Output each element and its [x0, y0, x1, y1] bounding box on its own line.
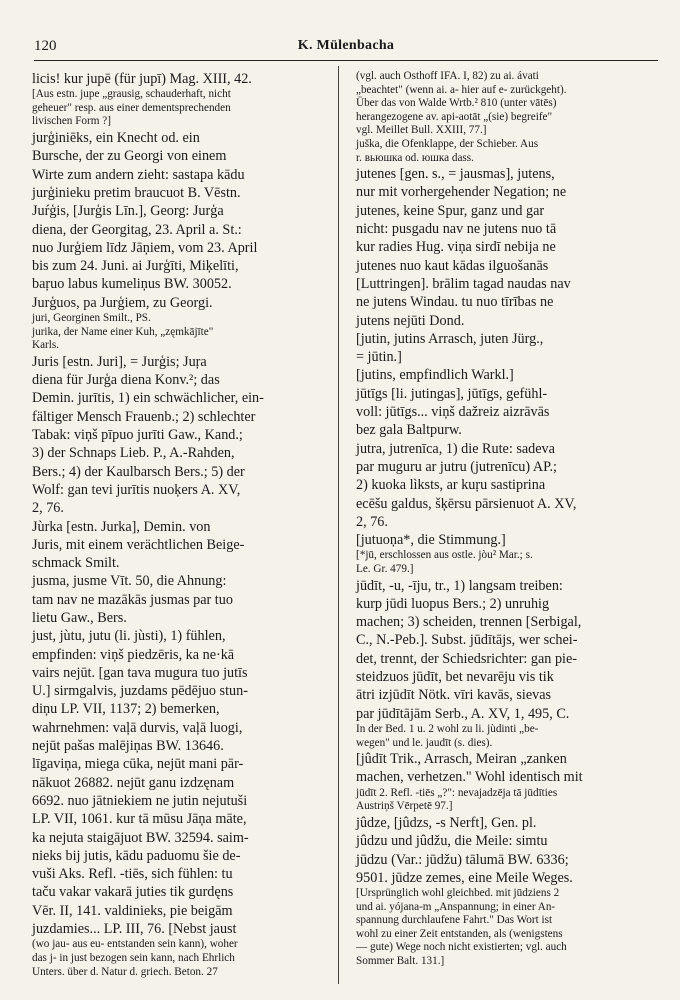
text-line: wahrnehmen: vaļā durvis, vaļā luogi,: [32, 719, 243, 736]
text-line: schmack Smilt.: [32, 555, 120, 572]
text-line: Bers.; 4) der Kaulbarsch Bers.; 5) der: [32, 463, 245, 480]
text-line: 3) der Schnaps Lieb. P., A.-Rahden,: [32, 445, 235, 462]
text-line: vgl. Meillet Bull. XXIII, 77.]: [356, 124, 487, 137]
text-line: jûdzu und jûdžu, die Meile: simtu: [356, 833, 548, 850]
text-line: kur radies Hug. viņa sirdī nebija ne: [356, 239, 556, 256]
text-line: Vēr. II, 141. valdinieks, pie beigām: [32, 902, 233, 919]
text-line: geheuer" resp. aus einer dementsprechenden: [32, 101, 231, 114]
text-line: jūtīgs [li. jutingas], jūtīgs, gefühl-: [356, 385, 548, 402]
text-line: LP. VII, 1061. kur tā mūsu Jāņa māte,: [32, 811, 247, 828]
text-line: līgaviņa, miega cūka, nejūt mani pār-: [32, 756, 244, 773]
text-line: machen, verhetzen." Wohl identisch mit: [356, 769, 583, 786]
text-line: juška, die Ofenklappe, der Schieber. Aus: [356, 137, 539, 150]
text-line: steidzuos jūdīt, bet nevarēju vis tik: [356, 669, 554, 686]
text-line: Über das von Walde Wrtb.² 810 (unter vātēs): [356, 97, 557, 110]
left-column: [32, 70, 332, 979]
text-line: Tabak: viņš pīpuo jurīti Gaw., Kand.;: [32, 427, 243, 444]
text-line: kurp jūdi luopus Bers.; 2) unruhig: [356, 595, 550, 612]
text-line: ecēšu galdus, šķērsu pārsienuot A. XV,: [356, 495, 577, 512]
text-line: bis zum 24. Juni. ai Jurģīti, Miķelīti,: [32, 258, 239, 275]
text-line: jurģiniēks, ein Knecht od. ein: [32, 130, 200, 147]
text-line: jutenes nuo kaut kādas ilguošanās: [356, 257, 549, 274]
text-line: just, jùtu, jutu (li. jùsti), 1) fühlen,: [32, 628, 226, 645]
text-line: bez gala Baltpurw.: [356, 422, 462, 439]
text-line: Karls.: [32, 339, 60, 352]
text-line: juri, Georginen Smilt., PS.: [32, 312, 151, 325]
text-line: [jutins, empfindlich Warkl.]: [356, 367, 514, 384]
text-line: vuši Aks. Refl. -tiēs, sich fühlen: tu: [32, 866, 233, 883]
text-line: das j- in just bezogen sein kann, nach Ehrlich: [32, 951, 235, 964]
text-line: Jùrka [estn. Jurka], Demin. von: [32, 518, 211, 535]
text-line: diņu LP. VII, 1137; 2) bemerken,: [32, 701, 220, 718]
text-line: fältiger Mensch Frauenb.; 2) schlechter: [32, 408, 256, 425]
text-line: Sommer Balt. 131.]: [356, 955, 445, 968]
text-line: nieks bij jutis, kādu paduomu šie de-: [32, 847, 241, 864]
text-line: tam nav ne mazākās jusmas par tuo: [32, 591, 233, 608]
text-line: licis! kur jupē (für jupī) Mag. XIII, 42.: [32, 71, 252, 87]
text-line: Le. Gr. 479.]: [356, 562, 414, 575]
text-line: livischen Form ?]: [32, 115, 111, 128]
text-line: [jutin, jutins Arrasch, juten Jürg.,: [356, 330, 544, 347]
text-line: voll: jūtīgs... viņš dažreiz aizrāvās: [356, 404, 550, 421]
text-line: nākuot 26882. nejūt ganu izdzęnam: [32, 774, 235, 791]
text-line: und ai. yójana-m „Anspannung; in einer An-: [356, 900, 556, 913]
text-line: 2) kuoka lìksts, ar kuŗu sastiprina: [356, 477, 546, 494]
text-line: jūdīt 2. Refl. -tiēs „?": nevajadzēja tā jūdīties: [356, 786, 558, 799]
text-line: 2, 76.: [356, 513, 388, 530]
text-line: [*jū, erschlossen aus ostle. jòu² Mar.; s.: [356, 549, 533, 562]
text-line: jūdzu (Var.: jūdžu) tālumā BW. 6336;: [356, 851, 569, 868]
text-line: [Ursprünglich wohl gleichbed. mit jūdziens 2: [356, 887, 560, 900]
text-line: diena, der Georgitag, 23. April a. St.:: [32, 221, 242, 238]
text-line: C., N.-Peb.]. Subst. jūdītājs, wer schei-: [356, 632, 578, 649]
text-line: herangezogene av. api-aotāt „(sie) begreife": [356, 110, 553, 123]
text-line: jurģinieku pretim braucuot B. Vēstn.: [32, 184, 241, 201]
text-line: Bursche, der zu Georgi von einem: [32, 148, 227, 165]
text-line: vairs nejūt. [gan tava mugura tuo jutīs: [32, 664, 248, 681]
text-line: Austriņš Vērpetē 97.]: [356, 800, 453, 813]
text-line: — gute) Wege noch nicht existierten; vgl. auch: [356, 941, 567, 954]
text-line: [jutuoņa*, die Stimmung.]: [356, 532, 506, 549]
text-line: 2, 76.: [32, 500, 64, 517]
text-line: jutenes, keine Spur, ganz und gar: [356, 202, 545, 219]
text-line: nejūt pašas malējiņas BW. 13646.: [32, 738, 224, 755]
text-line: (vgl. auch Osthoff IFA. I, 82) zu ai. ávati: [356, 70, 539, 82]
text-line: = jūtin.]: [356, 349, 402, 366]
text-line: In der Bed. 1 u. 2 wohl zu li. jùdinti „be-: [356, 722, 539, 735]
text-line: juzdamies... LP. III, 76. [Nebst jaust: [32, 921, 237, 938]
text-line: taču vakar vakarā juties tik gurdęns: [32, 884, 234, 901]
text-line: ne jutens Windau. tu nuo tīrības ne: [356, 294, 554, 311]
text-line: Wolf: gan tevi jurītis nuoķers A. XV,: [32, 481, 241, 498]
text-line: Juris, mit einem verächtlichen Beige-: [32, 536, 245, 553]
text-line: nur mit vorhergehender Negation; ne: [356, 184, 567, 201]
page-number: 120: [34, 38, 57, 54]
text-line: [jûdīt Trik., Arrasch, Meiran „zanken: [356, 751, 567, 768]
text-line: diena für Jurģa diena Konv.²; das: [32, 372, 220, 389]
right-column: [356, 70, 661, 969]
text-line: „beachtet" (wenn ai. a- hier auf e- zurückgeht).: [356, 83, 567, 96]
text-line: empfinden: viņš piedzēris, ka ne·kā: [32, 646, 235, 663]
text-line: Wirte zum andern zieht: sastapa kādu: [32, 166, 245, 183]
text-line: [Aus estn. jupe „grausig, schauderhaft, nicht: [32, 88, 231, 101]
text-line: U.] sirmgalvis, juzdams pēdējuo stun-: [32, 683, 248, 700]
text-line: det, trennt, der Schiedsrichter: gan pie-: [356, 650, 578, 667]
text-line: 9501. jūdze zemes, eine Meile Weges.: [356, 869, 573, 886]
text-line: jutens nejūti Dond.: [356, 312, 465, 329]
text-line: (wo jau- aus eu- entstanden sein kann), woher: [32, 938, 238, 951]
text-line: jurika, der Name einer Kuh, „zęmkājīte": [32, 325, 214, 338]
text-line: baŗuo labus kumeliņus BW. 30052.: [32, 276, 232, 293]
text-line: Jurģuos, pa Jurģiem, zu Georgi.: [32, 294, 213, 311]
text-line: wegen" und le. jaudīt (s. dies).: [356, 736, 493, 749]
text-line: nicht: pusgadu nav ne jutens nuo tā: [356, 221, 557, 238]
text-line: jūdīt, -u, -īju, tr., 1) langsam treiben:: [356, 577, 563, 594]
text-line: jusma, jusme Vīt. 50, die Ahnung:: [32, 573, 227, 590]
text-line: [Luttringen]. brālim tagad naudas nav: [356, 275, 571, 292]
text-line: Juŕģis, [Jurģis Līn.], Georg: Jurģa: [32, 203, 224, 220]
text-line: spannung durchlaufene Fahrt." Das Wort ist: [356, 914, 553, 927]
running-title: K. Mülenbacha: [297, 38, 395, 53]
text-line: Unters. über d. Natur d. griech. Beton. 27: [32, 965, 218, 978]
text-line: ātri izjūdīt Nötk. vīri kavās, sievas: [356, 687, 552, 704]
text-line: machen; 3) scheiden, trennen [Serbigal,: [356, 614, 582, 631]
text-line: lietu Gaw., Bers.: [32, 609, 127, 626]
text-line: jutra, jutrenīca, 1) die Rute: sadeva: [356, 440, 555, 457]
column-divider: [338, 66, 339, 984]
text-line: r. вьюшка od. юшка dass.: [356, 151, 474, 164]
text-line: Juris [estn. Juri], = Jurģis; Juŗa: [32, 353, 207, 370]
text-line: Demin. jurītis, 1) ein schwächlicher, ein-: [32, 390, 264, 407]
text-line: par jūdītājām Serb., A. XV, 1, 495, C.: [356, 705, 570, 722]
text-line: jûdze, [jûdzs, -s Nerft], Gen. pl.: [356, 814, 537, 831]
text-line: ka nejuta staigājuot BW. 32594. saim-: [32, 829, 249, 846]
text-line: wohl zu einer Zeit entstanden, als (wenigstens: [356, 927, 563, 940]
text-line: jutenes [gen. s., = jausmas], jutens,: [356, 166, 555, 183]
text-line: nuo Jurģiem līdz Jāņiem, vom 23. April: [32, 239, 258, 256]
text-line: par muguru ar jutru (jutrenīcu) AP.;: [356, 458, 557, 475]
text-line: 6692. nuo jātniekiem ne jutin nejutuši: [32, 792, 248, 809]
page-header: [34, 36, 658, 61]
